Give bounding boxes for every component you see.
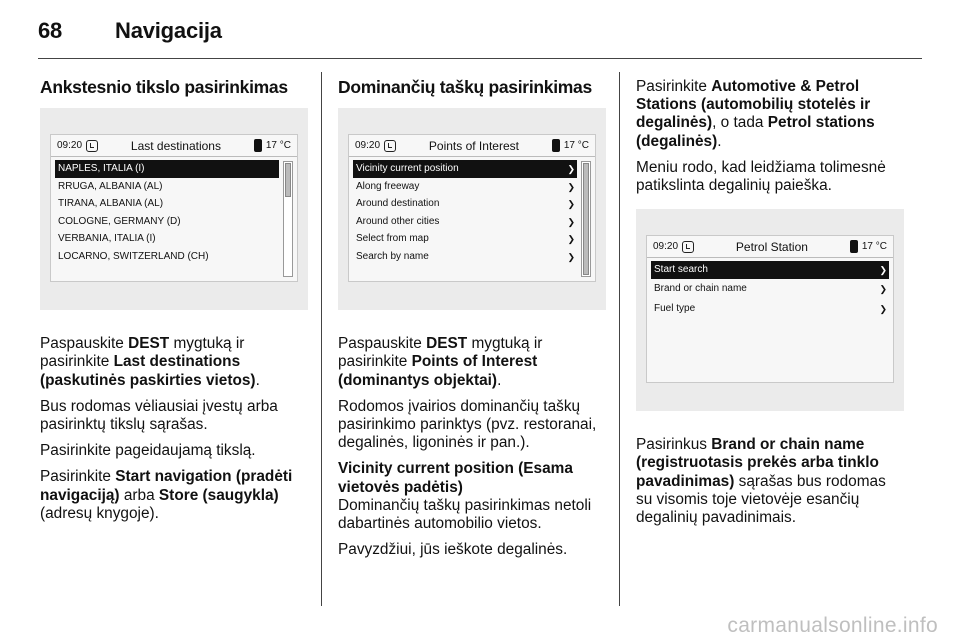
column-divider-2 [619,72,620,606]
screen-temperature: 17 °C [563,139,589,151]
list-item-label: Fuel type [654,302,696,314]
screen-list [651,261,889,319]
list-item [55,178,279,196]
screen-status-bar [51,135,297,157]
clock-icon [682,241,694,253]
list-item [353,213,577,231]
list-item-label: COLOGNE, GERMANY (D) [58,215,181,227]
screen-figure [338,108,606,310]
chevron-right-icon: ❯ [567,234,575,245]
sub-heading: Vicinity current position (Esama vietovės padėtis) [338,460,573,496]
screen-status-bar [349,135,595,157]
list-item-label: Start search [654,263,708,275]
paragraph: Dominančių taškų pasirinkimas netoli dabartinės automobilio vietos. [338,496,592,533]
list-item-label: Around destination [356,198,440,210]
list-item [651,279,889,299]
chevron-right-icon: ❯ [879,283,887,294]
chevron-right-icon: ❯ [567,199,575,210]
screen-temperature: 17 °C [861,240,887,252]
list-item [353,231,577,249]
page-number: 68 [38,18,63,43]
list-item [353,160,577,178]
section-heading: Ankstesnio tikslo pasirinkimas [40,77,288,97]
list-item-label: NAPLES, ITALIA (I) [58,162,145,174]
column-last-destinations [40,78,308,531]
watermark: carmanualsonline.info [727,614,938,637]
thermometer-icon [850,240,858,253]
screen-scrollbar [283,161,293,277]
screen-title: Last destinations [130,138,221,153]
paragraph: Pavyzdžiui, jūs ieškote degalinės. [338,541,568,559]
chevron-right-icon: ❯ [567,216,575,227]
paragraph: Paspauskite DEST mygtuką ir pasirinkite Last destinations (paskutinės paskirties vietos). [40,335,260,389]
page-title: Navigacija [115,18,222,43]
screen-title: Petrol Station [735,239,808,254]
screen-figure [636,209,904,411]
chevron-right-icon: ❯ [567,251,575,262]
paragraph: Pasirinkite Start navigation (pradėti navigaciją) arba Store (saugykla) (adresų knygoje). [40,468,293,522]
column-points-of-interest [338,78,606,567]
paragraph: Rodomos įvairios dominančių taškų pasirinkimo parinktys (pvz. restoranai, degalinės, ligoninės ir pan.). [338,397,597,452]
screen-time: 09:20 [653,240,679,252]
chevron-right-icon: ❯ [567,163,575,174]
list-item-label: LOCARNO, SWITZERLAND (CH) [58,250,209,262]
list-item [55,231,279,249]
screen-temperature: 17 °C [265,139,291,151]
list-item-label: Vicinity current position [356,162,459,174]
chevron-right-icon: ❯ [879,303,887,314]
display-screen [50,134,298,282]
list-item [55,160,279,178]
list-item-label: Brand or chain name [654,282,747,294]
screen-title: Points of Interest [428,138,519,153]
scrollbar-thumb [285,163,291,197]
header-rule [38,58,922,59]
list-item [55,248,279,266]
paragraph: Bus rodomas vėliausiai įvestų arba pasirinktų tikslų sąrašas. [40,397,278,434]
list-item [353,178,577,196]
paragraph: Pasirinkus Brand or chain name (registruotasis prekės arba tinklo pavadinimas) sąrašas bus rodomas su visomis toje vietovėje esančių degalinių pavadinimais. [636,436,886,527]
section-heading: Dominančių taškų pasirinkimas [338,77,592,97]
column-petrol-station [636,78,904,535]
screen-list [353,160,577,266]
list-item [353,248,577,266]
list-item-label: Select from map [356,233,429,245]
chevron-right-icon: ❯ [879,264,887,275]
paragraph: Paspauskite DEST mygtuką ir pasirinkite Points of Interest (dominantys objektai). [338,335,543,389]
list-item [55,195,279,213]
column-divider-1 [321,72,322,606]
screen-scrollbar [581,161,591,277]
list-item [55,213,279,231]
screen-figure [40,108,308,310]
clock-icon [86,140,98,152]
thermometer-icon [552,139,560,152]
scrollbar-thumb [583,163,589,275]
list-item-label: RRUGA, ALBANIA (AL) [58,180,163,192]
paragraph: Meniu rodo, kad leidžiama tolimesnė patikslinta degalinių paieška. [636,158,886,195]
list-item [353,195,577,213]
list-item-label: TIRANA, ALBANIA (AL) [58,198,164,210]
list-item-label: Around other cities [356,215,440,227]
list-item-label: Along freeway [356,180,420,192]
list-item-label: Search by name [356,250,429,262]
list-item [651,261,889,279]
display-screen [348,134,596,282]
list-item-label: VERBANIA, ITALIA (I) [58,233,156,245]
thermometer-icon [254,139,262,152]
paragraph: Pasirinkite pageidaujamą tikslą. [40,442,256,460]
clock-icon [384,140,396,152]
page-header [38,18,222,44]
paragraph: Pasirinkite Automotive & Petrol Stations (automobilių stotelės ir degalinės), o tada Petrol stations (degalinės). [636,78,875,150]
display-screen [646,235,894,383]
screen-time: 09:20 [355,139,381,151]
screen-time: 09:20 [57,139,83,151]
list-item [651,299,889,319]
screen-list [55,160,279,266]
screen-status-bar [647,236,893,258]
chevron-right-icon: ❯ [567,181,575,192]
